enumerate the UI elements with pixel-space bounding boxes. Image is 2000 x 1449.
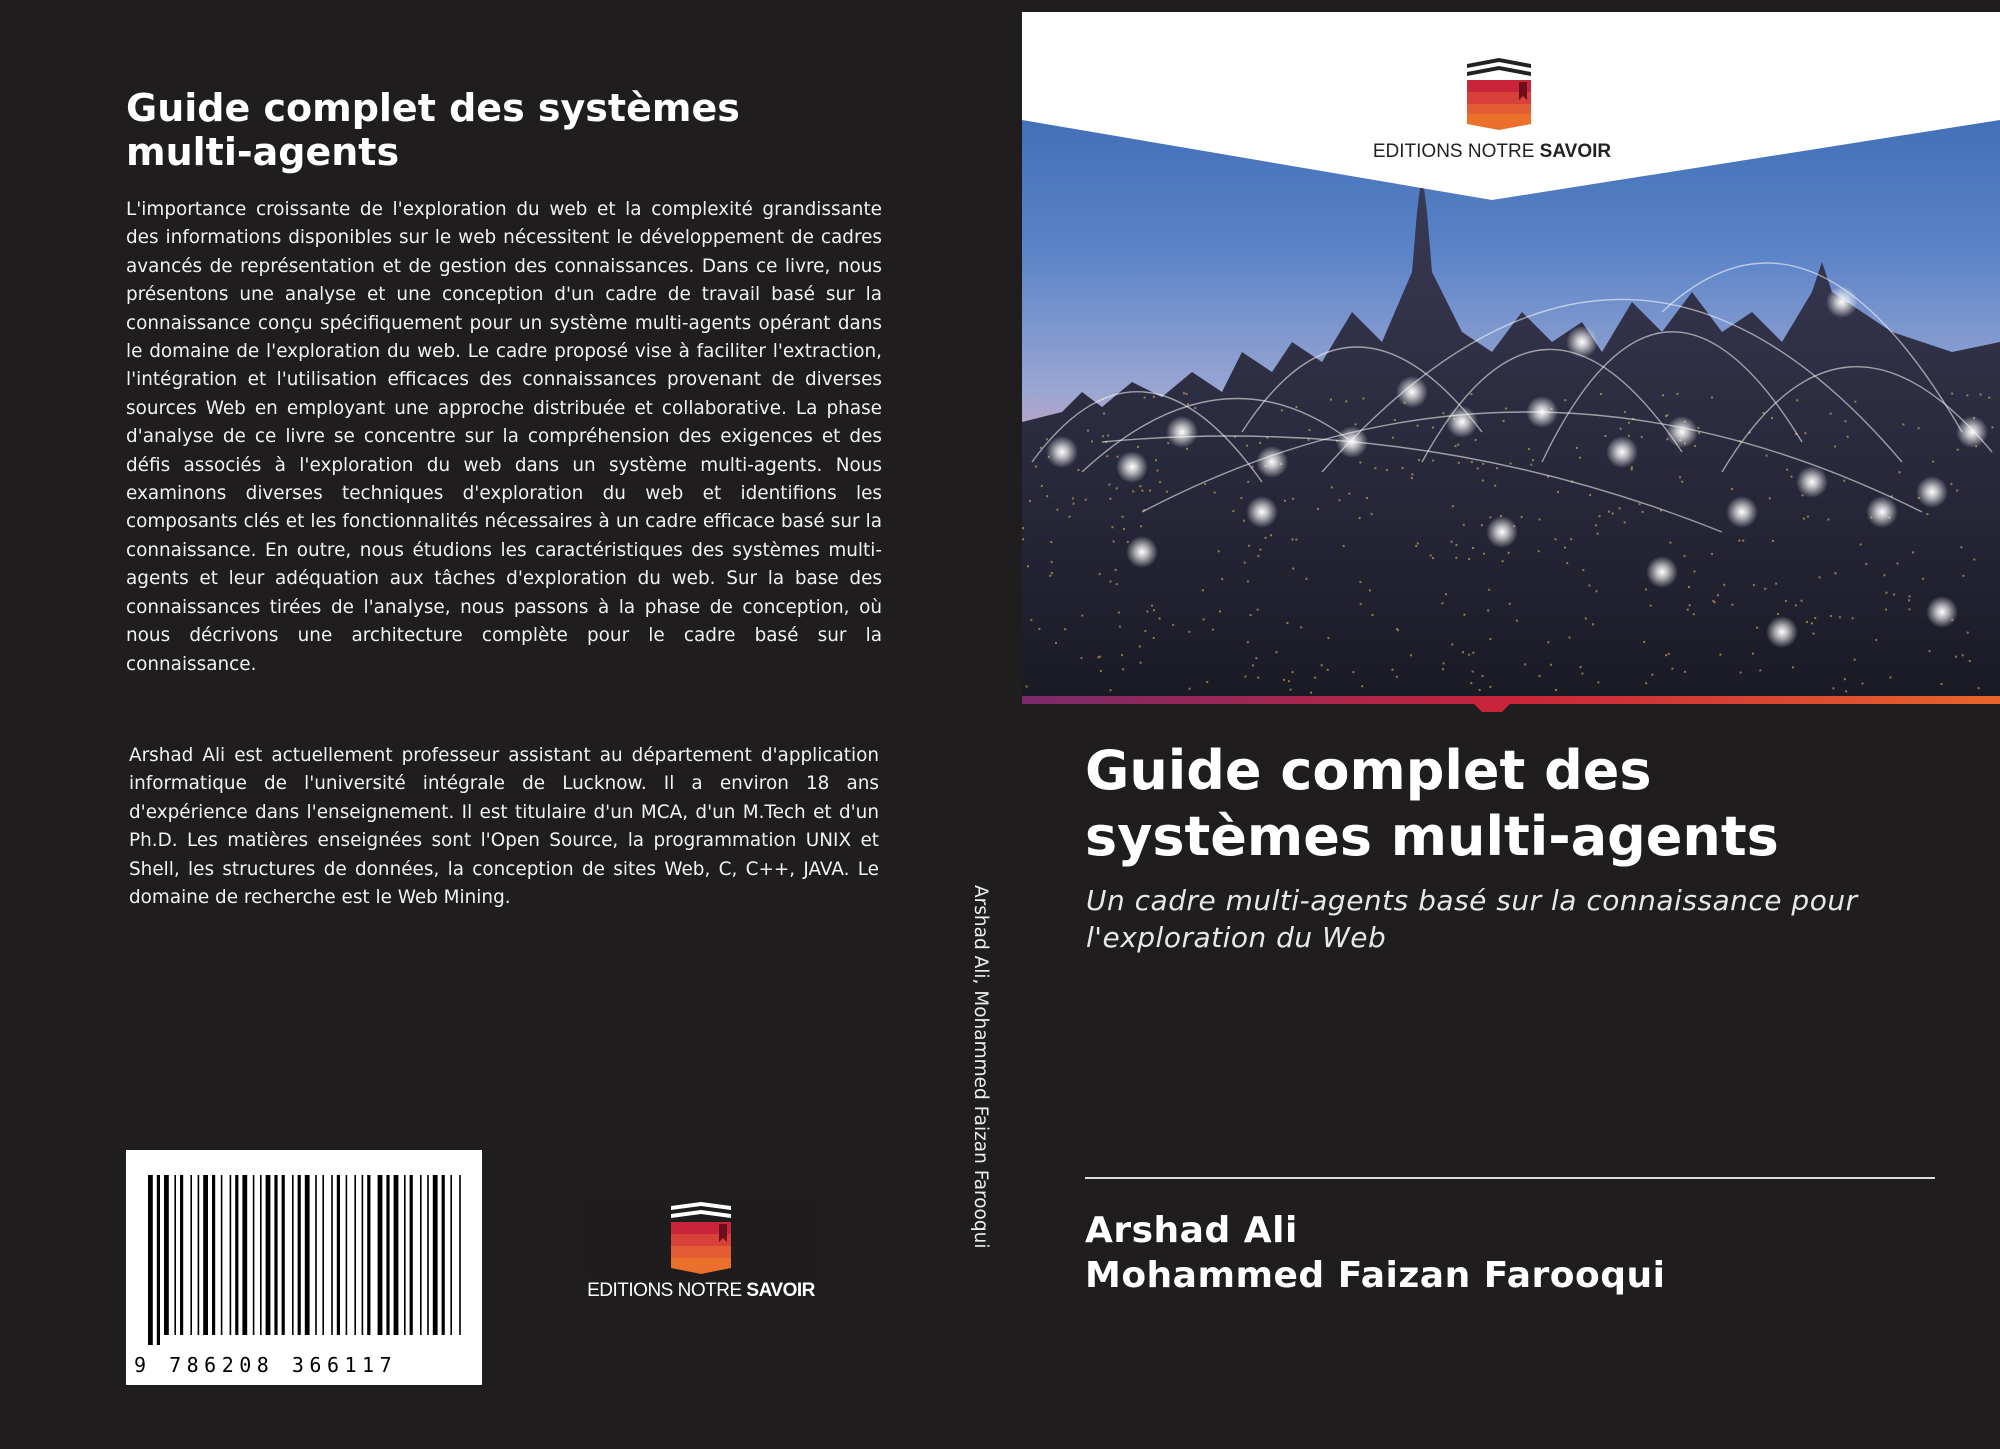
network-node bbox=[1956, 416, 1988, 448]
cover-illustration bbox=[1022, 12, 2000, 712]
barcode-bar bbox=[354, 1175, 356, 1335]
book-summary: L'importance croissante de l'exploration du web et la complexité grandissante des informations disponibles sur le web nécessitent le développement de cadres avancés de représentation et de gestion des connaissances. Dans ce livre, nous présentons une analyse et une conception d'un cadre de travail basé sur la connaissance conçu spécifiquement pour un système multi-agents opérant dans le domaine de l'exploration du web. Le cadre proposé vise à faciliter l'extraction, l'intégration et l'utilisation efficaces des connaissances provenant de diverses sources Web en employant une approche distribuée et collaborative. La phase d'analyse de ce livre se concentre sur la compréhension des exigences et des défis associés à l'exploration du web dans un système multi-agents. Nous examinons diverses techniques d'exploration du web et identifions les composants clés et les fonctionnalités nécessaires à un cadre efficace basé sur la connaissance. En outre, nous étudions les caractéristiques des systèmes multi-agents et leur adéquation aux tâches d'exploration du web. Sur la base des connaissances tirées de l'analyse, nous passons à la phase de conception, où nous décrivons une architecture complète pour le cadre basé sur la connaissance. bbox=[126, 199, 882, 675]
city-network-image bbox=[1022, 12, 2000, 712]
barcode-bar bbox=[180, 1175, 183, 1335]
barcode-bar bbox=[427, 1175, 429, 1335]
barcode-bar bbox=[442, 1175, 445, 1335]
barcode-bar bbox=[242, 1175, 247, 1335]
network-node bbox=[1796, 466, 1828, 498]
publisher-name-bold: SAVOIR bbox=[746, 1280, 815, 1301]
network-node bbox=[1566, 326, 1598, 358]
barcode-bar bbox=[433, 1175, 438, 1335]
author-name: Mohammed Faizan Farooqui bbox=[1085, 1255, 1666, 1296]
barcode-bar bbox=[404, 1175, 406, 1335]
network-node bbox=[1666, 416, 1698, 448]
network-node bbox=[1046, 436, 1078, 468]
network-node bbox=[1866, 496, 1898, 528]
network-node bbox=[1926, 596, 1958, 628]
barcode-bar bbox=[212, 1175, 215, 1335]
network-node bbox=[1116, 451, 1148, 483]
author-bio: Arshad Ali est actuellement professeur assistant au département d'application informatique de l'université intégrale de Lucknow. Il a environ 18 ans d'expérience dans l'enseignement. Il est titulaire d'un MCA, d'un M.Tech et d'un Ph.D. Les matières enseignées sont l'Open Source, la programmation UNIX et Shell, les structures de données, la conception de sites Web, C, C++, JAVA. Le domaine de recherche est le Web Mining. bbox=[129, 745, 879, 909]
barcode-bar bbox=[203, 1175, 208, 1335]
barcode-bar bbox=[362, 1175, 364, 1335]
network-node bbox=[1246, 496, 1278, 528]
network-node bbox=[1526, 396, 1558, 428]
book-stack-icon bbox=[585, 1198, 817, 1278]
front-title-line-2: systèmes multi-agents bbox=[1085, 805, 1779, 868]
barcode-bar bbox=[260, 1175, 262, 1335]
barcode-bar bbox=[298, 1175, 301, 1335]
network-node bbox=[1336, 426, 1368, 458]
barcode-bars bbox=[144, 1175, 464, 1345]
barcode-bar bbox=[235, 1175, 238, 1335]
barcode-bar bbox=[337, 1175, 340, 1335]
barcode-bar bbox=[190, 1175, 192, 1335]
barcode-bar bbox=[164, 1175, 169, 1335]
barcode-bar bbox=[148, 1175, 153, 1345]
back-cover-title bbox=[126, 86, 886, 174]
barcode-bar bbox=[305, 1175, 310, 1335]
back-title-line-1: Guide complet des systèmes bbox=[126, 86, 740, 130]
isbn-barcode bbox=[126, 1150, 482, 1385]
barcode-bar bbox=[450, 1175, 452, 1335]
publisher-name-front bbox=[1373, 141, 1612, 162]
spine-authors: Arshad Ali, Mohammed Faizan Farooqui bbox=[970, 885, 991, 1249]
barcode-bar bbox=[386, 1175, 389, 1335]
network-node bbox=[1916, 476, 1948, 508]
barcode-bar bbox=[230, 1175, 232, 1335]
network-node bbox=[1446, 406, 1478, 438]
barcode-bar bbox=[274, 1175, 277, 1335]
barcode-bar bbox=[198, 1175, 200, 1335]
barcode-bar bbox=[174, 1175, 176, 1335]
barcode-bar bbox=[253, 1175, 255, 1335]
publisher-name bbox=[585, 1280, 817, 1302]
barcode-bar bbox=[221, 1175, 223, 1335]
network-node bbox=[1826, 286, 1858, 318]
barcode-bar bbox=[459, 1175, 461, 1335]
barcode-bar bbox=[157, 1175, 160, 1345]
barcode-bar bbox=[410, 1175, 413, 1335]
front-title-line-1: Guide complet des bbox=[1085, 739, 1652, 802]
publisher-name-front-regular: EDITIONS NOTRE bbox=[1372, 141, 1540, 162]
network-node bbox=[1396, 376, 1428, 408]
publisher-name-regular: EDITIONS NOTRE bbox=[587, 1280, 747, 1301]
barcode-bar bbox=[266, 1175, 271, 1335]
network-node bbox=[1646, 556, 1678, 588]
front-cover-title bbox=[1085, 738, 1965, 870]
network-node bbox=[1766, 616, 1798, 648]
barcode-bar bbox=[346, 1175, 348, 1335]
barcode-bar bbox=[367, 1175, 370, 1335]
isbn-number: 9 786208 366117 bbox=[134, 1353, 398, 1377]
front-cover-subtitle: Un cadre multi-agents basé sur la connaissance pour l'exploration du Web bbox=[1086, 884, 1858, 954]
network-node bbox=[1256, 446, 1288, 478]
barcode-bar bbox=[394, 1175, 399, 1335]
barcode-bar bbox=[282, 1175, 285, 1335]
barcode-bar bbox=[331, 1175, 333, 1335]
barcode-bar bbox=[315, 1175, 317, 1335]
author-name: Arshad Ali bbox=[1085, 1210, 1298, 1251]
back-title-line-2: multi-agents bbox=[126, 130, 400, 174]
network-node bbox=[1606, 436, 1638, 468]
divider bbox=[1085, 1177, 1935, 1179]
publisher-name-front-bold: SAVOIR bbox=[1539, 141, 1612, 162]
network-node bbox=[1166, 416, 1198, 448]
barcode-bar bbox=[292, 1175, 294, 1335]
network-node bbox=[1126, 536, 1158, 568]
barcode-bar bbox=[322, 1175, 324, 1335]
barcode-bar bbox=[420, 1175, 422, 1335]
publisher-logo-back bbox=[585, 1198, 817, 1308]
network-node bbox=[1486, 516, 1518, 548]
network-node bbox=[1726, 496, 1758, 528]
barcode-bar bbox=[378, 1175, 383, 1335]
